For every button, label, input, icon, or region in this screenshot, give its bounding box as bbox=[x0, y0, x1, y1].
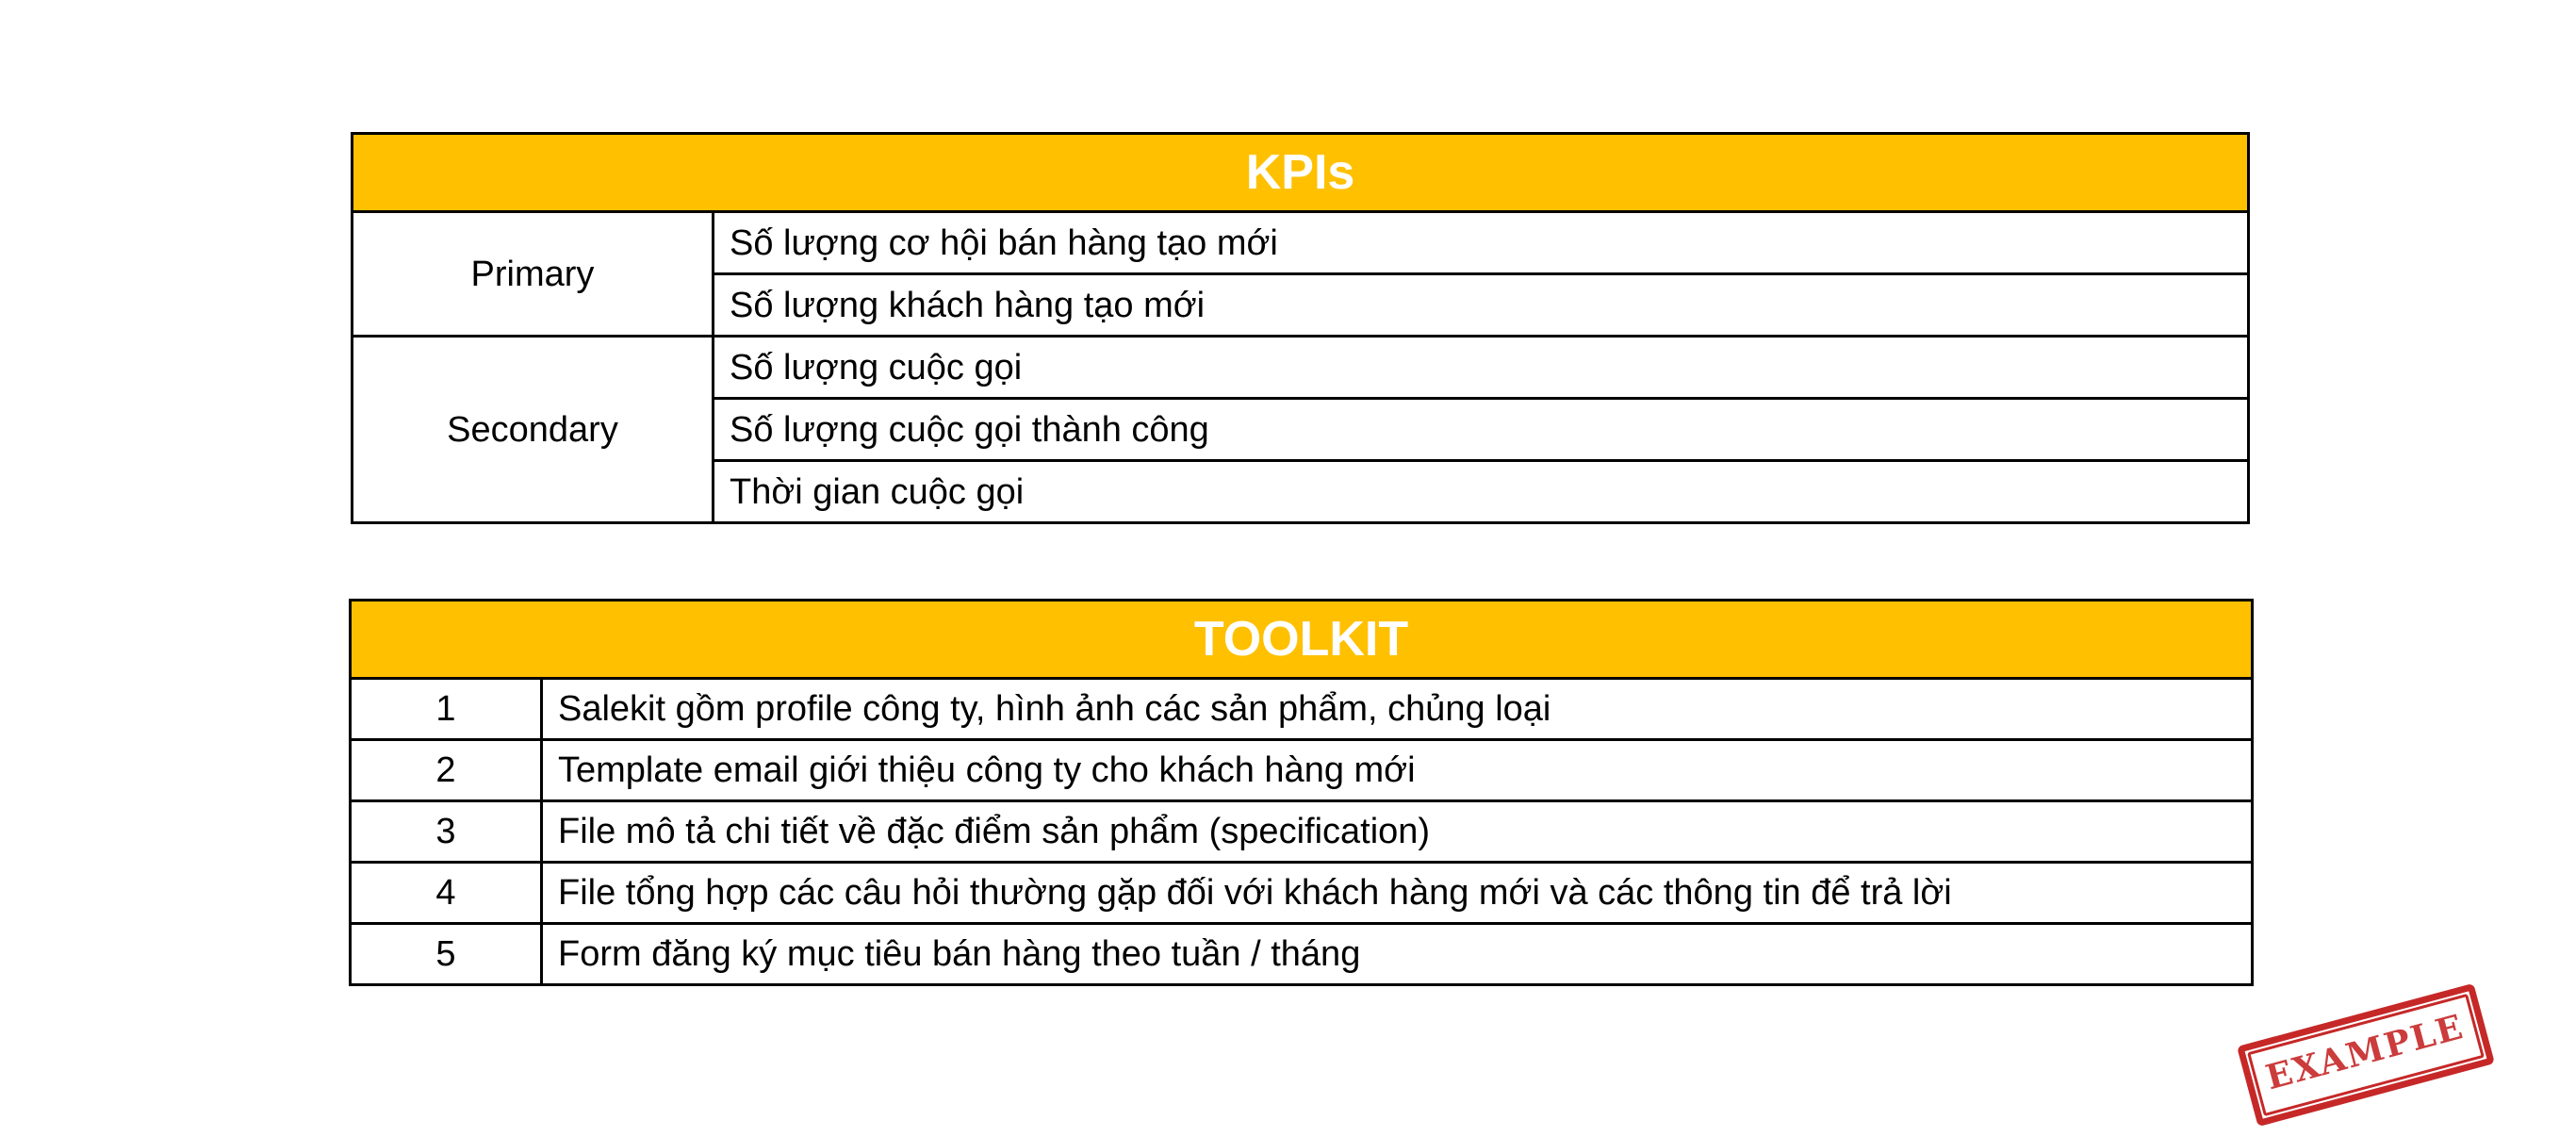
kpi-item: Số lượng cuộc gọi bbox=[714, 337, 2249, 399]
stamp-text: EXAMPLE bbox=[2261, 1006, 2469, 1098]
toolkit-row-number: 2 bbox=[351, 740, 542, 801]
kpi-row bbox=[353, 212, 2249, 274]
toolkit-row-text: Template email giới thiệu công ty cho khách hàng mới bbox=[542, 740, 2253, 801]
toolkit-row-number: 4 bbox=[351, 863, 542, 924]
kpi-row bbox=[353, 337, 2249, 399]
example-stamp bbox=[2237, 983, 2495, 1127]
kpi-item: Thời gian cuộc gọi bbox=[714, 461, 2249, 523]
toolkit-row bbox=[351, 740, 2253, 801]
kpi-item: Số lượng khách hàng tạo mới bbox=[714, 274, 2249, 337]
kpi-group-primary: Primary bbox=[353, 212, 714, 337]
toolkit-row-text: File tổng hợp các câu hỏi thường gặp đối với khách hàng mới và các thông tin để trả lời bbox=[542, 863, 2253, 924]
toolkit-row bbox=[351, 679, 2253, 740]
toolkit-row bbox=[351, 801, 2253, 863]
toolkit-row-text: Form đăng ký mục tiêu bán hàng theo tuần / tháng bbox=[542, 924, 2253, 985]
kpi-item: Số lượng cuộc gọi thành công bbox=[714, 399, 2249, 461]
kpi-title: KPIs bbox=[353, 134, 2249, 212]
kpi-group-secondary: Secondary bbox=[353, 337, 714, 523]
toolkit-row bbox=[351, 863, 2253, 924]
kpi-header-row bbox=[353, 134, 2249, 212]
toolkit-title: TOOLKIT bbox=[351, 601, 2253, 679]
toolkit-row-number: 5 bbox=[351, 924, 542, 985]
toolkit-row-text: Salekit gồm profile công ty, hình ảnh các sản phẩm, chủng loại bbox=[542, 679, 2253, 740]
toolkit-row-number: 1 bbox=[351, 679, 542, 740]
toolkit-table bbox=[349, 599, 2254, 986]
toolkit-row bbox=[351, 924, 2253, 985]
kpi-table bbox=[351, 132, 2250, 524]
toolkit-header-row bbox=[351, 601, 2253, 679]
kpi-item: Số lượng cơ hội bán hàng tạo mới bbox=[714, 212, 2249, 274]
toolkit-row-text: File mô tả chi tiết về đặc điểm sản phẩm (specification) bbox=[542, 801, 2253, 863]
toolkit-row-number: 3 bbox=[351, 801, 542, 863]
